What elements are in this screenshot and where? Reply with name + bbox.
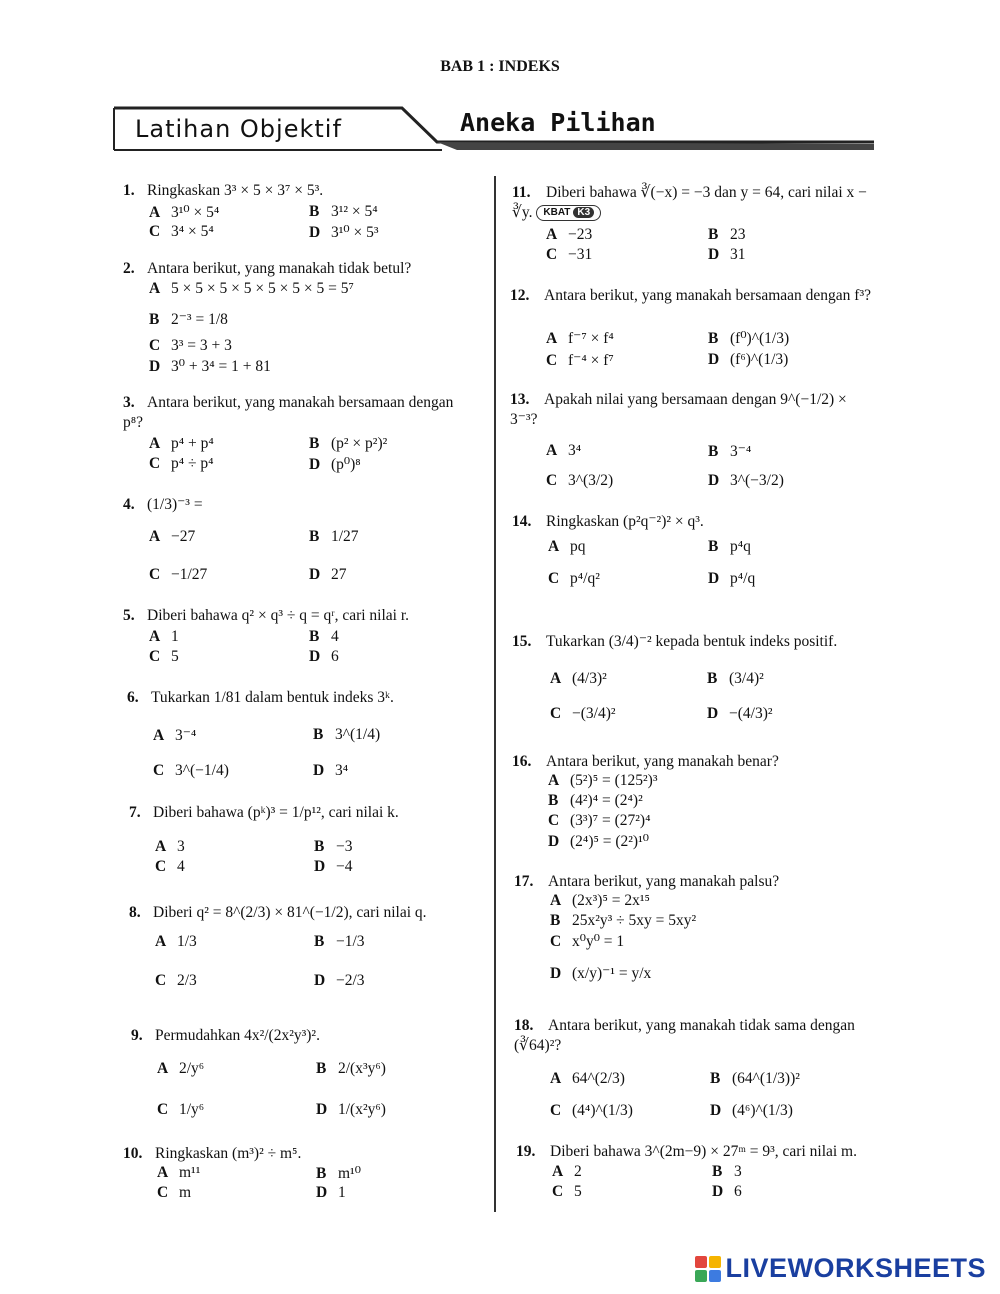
option-d[interactable]: D 27 xyxy=(309,566,347,583)
option-text: (4⁴)^(1/3) xyxy=(572,1102,633,1119)
option-b[interactable]: B 3¹² × 5⁴ xyxy=(309,203,378,220)
option-text: 31 xyxy=(730,246,746,263)
kbat-badge xyxy=(536,205,601,221)
option-b[interactable]: B 2⁻³ = 1/8 xyxy=(149,311,228,328)
option-b[interactable]: B (64^(1/3))² xyxy=(710,1070,800,1087)
kbat-level: K3 xyxy=(573,207,594,218)
question-stem: Diberi bahawa (pᵏ)³ = 1/p¹², cari nilai k. xyxy=(153,804,399,821)
option-text: (f⁶)^(1/3) xyxy=(730,351,789,368)
option-c[interactable]: C f⁻⁴ × f⁷ xyxy=(546,352,614,369)
question-7 xyxy=(129,803,488,823)
option-a[interactable]: A −23 xyxy=(546,226,593,243)
option-text: m¹¹ xyxy=(179,1164,201,1181)
question-stem: Antara berikut, yang manakah benar? xyxy=(546,753,779,770)
option-c[interactable]: C 3^(3/2) xyxy=(546,472,614,489)
option-a[interactable]: A 3¹⁰ × 5⁴ xyxy=(149,204,220,221)
option-a[interactable]: A −27 xyxy=(149,528,196,545)
option-b[interactable]: B −1/3 xyxy=(314,933,365,950)
option-c[interactable]: C p⁴/q² xyxy=(548,570,600,587)
option-text: 3^(1/4) xyxy=(335,726,381,743)
question-number: 2. xyxy=(123,260,135,277)
option-text: 6 xyxy=(331,648,339,665)
option-d[interactable]: D 1/(x²y⁶) xyxy=(316,1101,386,1118)
option-text: 1/y⁶ xyxy=(179,1101,205,1118)
question-12 xyxy=(510,286,875,306)
option-c[interactable]: C (3³)⁷ = (27²)⁴ xyxy=(548,812,651,829)
option-text: m¹⁰ xyxy=(338,1165,361,1182)
liveworksheets-logo xyxy=(695,1253,986,1284)
question-2 xyxy=(123,259,488,279)
question-18 xyxy=(514,1016,876,1056)
option-text: 25x²y³ ÷ 5xy = 5xy² xyxy=(572,912,697,929)
option-text: −1/3 xyxy=(336,933,365,950)
question-number: 18. xyxy=(514,1017,534,1034)
question-stem: Diberi bahawa ∛(−x) = −3 dan y = 64, cari nilai x − ∛y. xyxy=(512,184,867,221)
option-a[interactable]: A (2x³)⁵ = 2x¹⁵ xyxy=(550,892,650,909)
option-a[interactable]: A pq xyxy=(548,538,586,555)
option-b[interactable]: B (f⁰)^(1/3) xyxy=(708,330,790,347)
question-3 xyxy=(123,393,468,433)
option-text: 3 xyxy=(177,838,185,855)
option-c[interactable]: C 3⁴ × 5⁴ xyxy=(149,223,214,240)
option-b[interactable]: B 23 xyxy=(708,226,746,243)
question-4 xyxy=(123,495,488,515)
option-c[interactable]: C 1/y⁶ xyxy=(157,1101,205,1118)
question-stem: Antara berikut, yang manakah bersamaan dengan f³? xyxy=(544,287,871,304)
option-d[interactable]: D (4⁶)^(1/3) xyxy=(710,1102,793,1119)
option-d[interactable]: D 3^(−3/2) xyxy=(708,472,784,489)
option-text: 1/27 xyxy=(331,528,359,545)
logo-tile-icon xyxy=(709,1256,721,1268)
option-c[interactable]: C x⁰y⁰ = 1 xyxy=(550,933,625,950)
option-text: 3^(−3/2) xyxy=(730,472,784,489)
option-d[interactable]: D (f⁶)^(1/3) xyxy=(708,351,789,368)
option-text: −27 xyxy=(171,528,196,545)
liveworksheets-logo-icon xyxy=(695,1256,721,1282)
option-c[interactable]: C m xyxy=(157,1184,192,1201)
option-text: 3⁻⁴ xyxy=(730,443,752,460)
option-d[interactable]: D 1 xyxy=(316,1184,346,1201)
question-number: 16. xyxy=(512,753,532,770)
option-text: 2/3 xyxy=(177,972,197,989)
question-stem: Diberi bahawa 3^(2m−9) × 27ᵐ = 9³, cari nilai m. xyxy=(550,1143,857,1160)
option-text: (2x³)⁵ = 2x¹⁵ xyxy=(572,892,650,909)
option-d[interactable]: D −(4/3)² xyxy=(707,705,773,722)
option-text: 1/3 xyxy=(177,933,197,950)
option-text: 3⁴ × 5⁴ xyxy=(171,223,214,240)
question-stem: Ringkaskan (p²q⁻²)² × q³. xyxy=(546,513,704,530)
option-text: 1/(x²y⁶) xyxy=(338,1101,386,1118)
logo-text: LIVEWORKSHEETS xyxy=(725,1253,986,1283)
option-text: 1 xyxy=(171,628,179,645)
option-c[interactable]: C 5 xyxy=(552,1183,582,1200)
option-c[interactable]: C 3³ = 3 + 3 xyxy=(149,337,232,354)
option-text: 2/y⁶ xyxy=(179,1060,205,1077)
option-text: p⁴/q xyxy=(730,570,756,587)
option-text: 2⁻³ = 1/8 xyxy=(171,311,228,328)
option-text: 2 xyxy=(574,1163,582,1180)
option-a[interactable]: A 3⁻⁴ xyxy=(153,727,197,744)
question-stem: Tukarkan 1/81 dalam bentuk indeks 3ᵏ. xyxy=(151,689,394,706)
option-text: 3 xyxy=(734,1163,742,1180)
option-b[interactable]: B 3^(1/4) xyxy=(313,726,381,743)
option-text: 5 xyxy=(574,1183,582,1200)
question-number: 13. xyxy=(510,391,530,408)
option-text: p⁴/q² xyxy=(570,570,600,587)
question-14 xyxy=(512,512,877,532)
option-text: 1 xyxy=(338,1184,346,1201)
question-number: 11. xyxy=(512,184,531,201)
document-title: BAB 1 : INDEKS xyxy=(440,58,560,75)
question-stem: Diberi bahawa q² × q³ ÷ q = qʳ, cari nilai r. xyxy=(147,607,410,624)
option-text: 23 xyxy=(730,226,746,243)
logo-tile-icon xyxy=(709,1270,721,1282)
option-a[interactable]: A 64^(2/3) xyxy=(550,1070,625,1087)
option-text: 3⁰ + 3⁴ = 1 + 81 xyxy=(171,358,271,375)
option-a[interactable]: A 5 × 5 × 5 × 5 × 5 × 5 × 5 = 5⁷ xyxy=(149,280,354,297)
option-text: (f⁰)^(1/3) xyxy=(730,330,790,347)
option-a[interactable]: A (5²)⁵ = (125²)³ xyxy=(548,772,658,789)
option-d[interactable]: D 31 xyxy=(708,246,746,263)
option-text: (4⁶)^(1/3) xyxy=(732,1102,793,1119)
option-text: (x/y)⁻¹ = y/x xyxy=(572,965,652,982)
question-number: 4. xyxy=(123,496,135,513)
question-stem: Antara berikut, yang manakah tidak sama dengan (∛64)²? xyxy=(514,1017,855,1054)
option-b[interactable]: B 2/(x³y⁶) xyxy=(316,1060,386,1077)
option-c[interactable]: C −1/27 xyxy=(149,566,208,583)
option-b[interactable]: B (p² × p²)² xyxy=(309,435,388,452)
option-text: 27 xyxy=(331,566,347,583)
question-stem: (1/3)⁻³ = xyxy=(147,496,203,513)
option-text: (3/4)² xyxy=(729,670,764,687)
option-text: f⁻⁷ × f⁴ xyxy=(568,330,614,347)
option-text: −23 xyxy=(568,226,593,243)
question-number: 12. xyxy=(510,287,530,304)
question-number: 7. xyxy=(129,804,141,821)
option-text: 2/(x³y⁶) xyxy=(338,1060,386,1077)
option-text: 3¹⁰ × 5³ xyxy=(331,224,379,241)
option-text: (p⁰)⁸ xyxy=(331,456,361,473)
option-d[interactable]: D 3⁴ xyxy=(313,762,349,779)
option-c[interactable]: C 4 xyxy=(155,858,185,875)
question-stem: Antara berikut, yang manakah palsu? xyxy=(548,873,780,890)
option-text: pq xyxy=(570,538,586,555)
option-text: (64^(1/3))² xyxy=(732,1070,800,1087)
option-b[interactable]: B (4²)⁴ = (2⁴)² xyxy=(548,792,643,809)
question-number: 14. xyxy=(512,513,532,530)
option-text: 5 xyxy=(171,648,179,665)
option-text: 64^(2/3) xyxy=(572,1070,625,1087)
question-stem: Permudahkan 4x²/(2x²y³)². xyxy=(155,1027,320,1044)
question-stem: Antara berikut, yang manakah bersamaan dengan p⁸? xyxy=(123,394,454,431)
option-text: 3⁻⁴ xyxy=(175,727,197,744)
question-number: 19. xyxy=(516,1143,536,1160)
option-text: −31 xyxy=(568,246,593,263)
option-d[interactable]: D 6 xyxy=(712,1183,742,1200)
option-a[interactable]: A f⁻⁷ × f⁴ xyxy=(546,330,614,347)
option-d[interactable]: D (p⁰)⁸ xyxy=(309,456,361,473)
question-number: 1. xyxy=(123,182,135,199)
option-b[interactable]: B 4 xyxy=(309,628,339,645)
banner-left-title: Latihan Objektif xyxy=(135,115,342,143)
option-d[interactable]: D 6 xyxy=(309,648,339,665)
option-d[interactable]: D 3¹⁰ × 5³ xyxy=(309,224,379,241)
option-text: p⁴q xyxy=(730,538,751,555)
question-number: 3. xyxy=(123,394,135,411)
option-text: 3³ = 3 + 3 xyxy=(171,337,232,354)
question-number: 5. xyxy=(123,607,135,624)
question-number: 17. xyxy=(514,873,534,890)
option-text: −4 xyxy=(336,858,353,875)
question-8 xyxy=(129,903,488,923)
question-stem: Apakah nilai yang bersamaan dengan 9^(−1/2) × 3⁻³? xyxy=(510,391,847,428)
option-b[interactable]: B p⁴q xyxy=(708,538,751,555)
question-17 xyxy=(514,872,879,892)
option-d[interactable]: D −4 xyxy=(314,858,353,875)
option-text: 3^(3/2) xyxy=(568,472,614,489)
question-number: 8. xyxy=(129,904,141,921)
option-text: −3 xyxy=(336,838,353,855)
option-b[interactable]: B (3/4)² xyxy=(707,670,764,687)
option-text: (4²)⁴ = (2⁴)² xyxy=(570,792,643,809)
logo-tile-icon xyxy=(695,1270,707,1282)
option-text: 4 xyxy=(177,858,185,875)
question-stem: Tukarkan (3/4)⁻² kepada bentuk indeks positif. xyxy=(546,633,838,650)
option-c[interactable]: C (4⁴)^(1/3) xyxy=(550,1102,633,1119)
option-text: −2/3 xyxy=(336,972,365,989)
option-text: 3¹² × 5⁴ xyxy=(331,203,378,220)
question-number: 10. xyxy=(123,1145,143,1162)
option-text: m xyxy=(179,1184,192,1201)
option-text: 6 xyxy=(734,1183,742,1200)
question-16 xyxy=(512,752,877,772)
option-text: x⁰y⁰ = 1 xyxy=(572,933,625,950)
option-b[interactable]: B 1/27 xyxy=(309,528,359,545)
question-number: 15. xyxy=(512,633,532,650)
question-10 xyxy=(123,1144,488,1164)
option-text: −(3/4)² xyxy=(572,705,616,722)
question-9 xyxy=(131,1026,488,1046)
option-a[interactable]: A (4/3)² xyxy=(550,670,607,687)
option-text: 4 xyxy=(331,628,339,645)
option-text: −1/27 xyxy=(171,566,208,583)
option-d[interactable]: D 3⁰ + 3⁴ = 1 + 81 xyxy=(149,358,271,375)
option-text: 3⁴ xyxy=(335,762,349,779)
option-text: 3¹⁰ × 5⁴ xyxy=(171,204,220,221)
option-b[interactable]: B m¹⁰ xyxy=(316,1165,361,1182)
option-d[interactable]: D (x/y)⁻¹ = y/x xyxy=(550,965,652,982)
column-divider xyxy=(494,176,496,1212)
option-d[interactable]: D (2⁴)⁵ = (2²)¹⁰ xyxy=(548,833,649,850)
option-d[interactable]: D p⁴/q xyxy=(708,570,756,587)
option-text: (4/3)² xyxy=(572,670,607,687)
question-13 xyxy=(510,390,875,430)
option-text: (3³)⁷ = (27²)⁴ xyxy=(570,812,651,829)
question-stem: Ringkaskan 3³ × 5 × 3⁷ × 5³. xyxy=(147,182,324,199)
option-b[interactable]: B 3 xyxy=(712,1163,742,1180)
option-c[interactable]: C −31 xyxy=(546,246,593,263)
kbat-label: KBAT xyxy=(543,207,571,219)
question-number: 9. xyxy=(131,1027,143,1044)
option-a[interactable]: A 1 xyxy=(149,628,179,645)
option-b[interactable]: B −3 xyxy=(314,838,353,855)
option-a[interactable]: A 2/y⁶ xyxy=(157,1060,205,1077)
option-text: (5²)⁵ = (125²)³ xyxy=(570,772,658,789)
option-text: (p² × p²)² xyxy=(331,435,388,452)
option-b[interactable]: B 3⁻⁴ xyxy=(708,443,752,460)
question-stem: Diberi q² = 8^(2/3) × 81^(−1/2), cari nilai q. xyxy=(153,904,427,921)
option-a[interactable]: A p⁴ + p⁴ xyxy=(149,435,214,452)
option-text: p⁴ + p⁴ xyxy=(171,435,214,452)
option-text: p⁴ ÷ p⁴ xyxy=(171,455,214,472)
option-text: (2⁴)⁵ = (2²)¹⁰ xyxy=(570,833,649,850)
option-a[interactable]: A m¹¹ xyxy=(157,1164,201,1181)
banner-right-title: Aneka Pilihan xyxy=(460,108,656,137)
question-11 xyxy=(512,183,877,223)
question-number: 6. xyxy=(127,689,139,706)
question-1 xyxy=(123,181,488,201)
question-15 xyxy=(512,632,877,652)
option-c[interactable]: C −(3/4)² xyxy=(550,705,616,722)
option-d[interactable]: D −2/3 xyxy=(314,972,365,989)
question-5 xyxy=(123,606,488,626)
question-stem: Antara berikut, yang manakah tidak betul? xyxy=(147,260,412,277)
option-b[interactable]: B 25x²y³ ÷ 5xy = 5xy² xyxy=(550,912,697,929)
option-a[interactable]: A 3⁴ xyxy=(546,442,582,459)
question-19 xyxy=(516,1142,881,1162)
option-c[interactable]: C 5 xyxy=(149,648,179,665)
option-text: f⁻⁴ × f⁷ xyxy=(568,352,614,369)
option-a[interactable]: A 2 xyxy=(552,1163,582,1180)
logo-tile-icon xyxy=(695,1256,707,1268)
option-text: 3^(−1/4) xyxy=(175,762,229,779)
option-text: 5 × 5 × 5 × 5 × 5 × 5 × 5 = 5⁷ xyxy=(171,280,354,297)
option-text: −(4/3)² xyxy=(729,705,773,722)
option-a[interactable]: A 3 xyxy=(155,838,185,855)
option-text: 3⁴ xyxy=(568,442,582,459)
question-stem: Ringkaskan (m³)² ÷ m⁵. xyxy=(155,1145,302,1162)
option-a[interactable]: A 1/3 xyxy=(155,933,197,950)
option-c[interactable]: C p⁴ ÷ p⁴ xyxy=(149,455,214,472)
option-c[interactable]: C 3^(−1/4) xyxy=(153,762,229,779)
option-c[interactable]: C 2/3 xyxy=(155,972,197,989)
question-6 xyxy=(127,688,488,708)
